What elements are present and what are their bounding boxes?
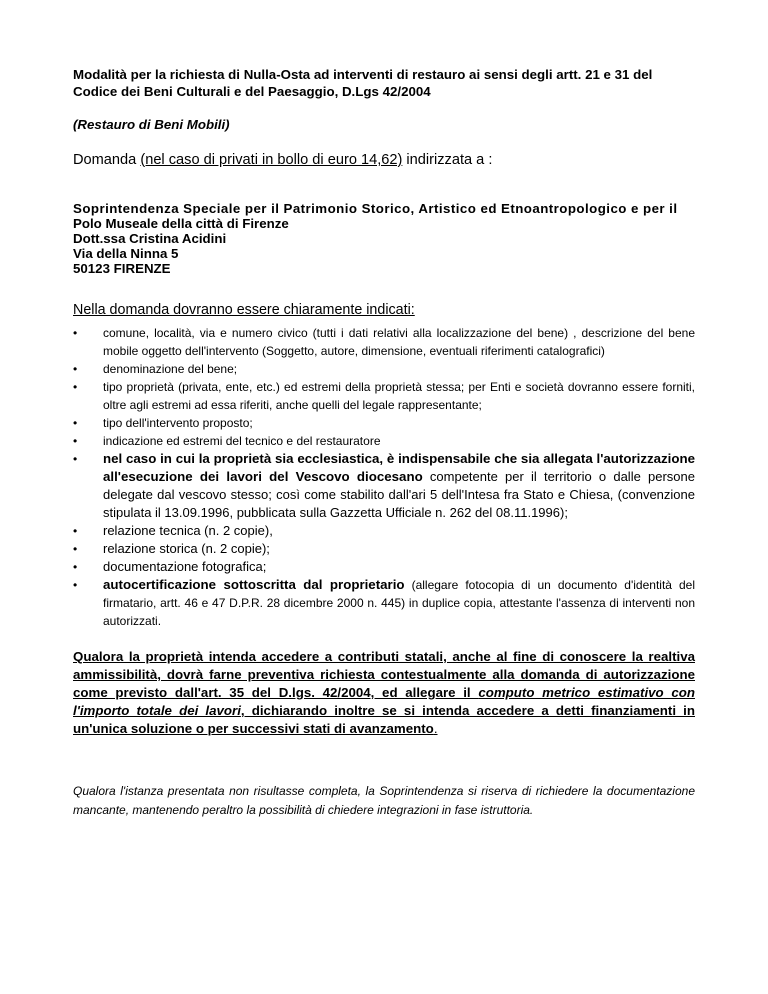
bullet-icon: • (73, 578, 78, 592)
bullet-icon: • (73, 524, 78, 538)
bullet-icon: • (73, 380, 78, 394)
list-item (73, 522, 695, 540)
self-certification-requirement: autocertificazione sottoscritta dal proprietario (103, 577, 405, 592)
list-item-text: denominazione del bene; (103, 362, 238, 376)
funding-notice-text: Qualora la proprietà intenda accedere a contributi statali, anche al fine di conoscere la realtiva ammissibilità, dovrà farne preventiva richiesta contestualmente alla domanda di autorizzazione come previsto dall'art. 35 del D.lgs. 42/2004, ed allegare il (73, 649, 695, 700)
list-item-text: tipo dell'intervento proposto; (103, 416, 253, 430)
funding-notice (73, 648, 695, 738)
list-item (73, 414, 695, 432)
bullet-icon: • (73, 362, 78, 376)
bullet-icon: • (73, 416, 78, 430)
recipient-address (73, 201, 695, 276)
domanda-suffix: indirizzata a : (402, 152, 493, 168)
list-item-text: competente per il territorio o dalle persone delegate dal vescovo stesso; così come stabilito dall'ari 5 dell'Intesa fra Stato e Chiesa, (convenzione stipulata il 13.09.1996, pubblicata sulla Gazzetta Ufficiale n. 262 del 08.11.1996); (103, 469, 695, 520)
list-item-text: relazione tecnica (n. 2 copie), (103, 523, 273, 538)
bullet-icon: • (73, 326, 78, 340)
document-title: Modalità per la richiesta di Nulla-Osta ad interventi di restauro ai sensi degli artt. 21 e 31 del Codice dei Beni Culturali e del Paesaggio, D.Lgs 42/2004 (73, 67, 653, 99)
list-item (73, 450, 695, 522)
list-item-text: (allegare fotocopia di un documento d'identità del firmatario, artt. 46 e 47 D.P.R. 28 dicembre 2000 n. 445) in duplice copia, attestante l'assenza di interventi non autorizzati. (103, 578, 696, 628)
list-item (73, 360, 695, 378)
requirements-heading: Nella domanda dovranno essere chiaramente indicati: (73, 302, 415, 318)
address-line: 50123 FIRENZE (73, 261, 171, 276)
bullet-icon: • (73, 542, 78, 556)
list-item-text: tipo proprietà (privata, ente, etc.) ed estremi della proprietà stessa; per Enti e società dovranno essere forniti, oltre agli estremi ad essa riferiti, anche quelli del legale rappresentante; (103, 380, 695, 412)
list-item (73, 540, 695, 558)
funding-notice-text: , dichiarando inoltre se si intenda accedere a detti finanziamenti in un'unica soluzione o per successivi stati di avanzamento (73, 703, 696, 736)
list-item (73, 432, 695, 450)
list-item (73, 324, 695, 360)
list-item (73, 378, 695, 414)
bullet-icon: • (73, 560, 78, 574)
address-line: Soprintendenza Speciale per il Patrimonio Storico, Artistico ed Etnoantropologico e per il (73, 201, 678, 216)
list-item-text: documentazione fotografica; (103, 559, 267, 574)
domanda-line (73, 152, 695, 168)
address-line: Polo Museale della città di Firenze (73, 216, 289, 231)
requirements-list (73, 324, 695, 630)
incomplete-application-note: Qualora l'istanza presentata non risultasse completa, la Soprintendenza si riserva di richiedere la documentazione mancante, mantenendo peraltro la possibilità di chiedere integrazioni in fase istruttoria. (73, 784, 695, 817)
ecclesiastical-requirement: nel caso in cui la proprietà sia ecclesiastica, è indispensabile che sia allegata l'autorizzazione all'esecuzione dei lavori del Vescovo diocesano (103, 451, 695, 484)
list-item (73, 558, 695, 576)
domanda-prefix: Domanda (73, 152, 141, 168)
address-line: Via della Ninna 5 (73, 246, 179, 261)
address-line: Dott.ssa Cristina Acidini (73, 231, 227, 246)
document-page (73, 66, 695, 820)
computo-metrico-text: computo metrico estimativo con l'importo totale dei lavori (73, 685, 695, 718)
bullet-icon: • (73, 434, 78, 448)
list-item-text: relazione storica (n. 2 copie); (103, 541, 270, 556)
list-item (73, 576, 695, 630)
list-item-text: indicazione ed estremi del tecnico e del restauratore (103, 434, 381, 448)
bullet-icon: • (73, 452, 78, 466)
funding-notice-period: . (433, 721, 438, 736)
domanda-bollo-note: (nel caso di privati in bollo di euro 14,62) (140, 152, 403, 168)
list-item-text: comune, località, via e numero civico (tutti i dati relativi alla localizzazione del bene) , descrizione del bene mobile oggetto dell'intervento (Soggetto, autore, dimensione, eventuali riferimenti catalografici) (103, 326, 695, 358)
document-subtitle: (Restauro di Beni Mobili) (73, 117, 230, 132)
